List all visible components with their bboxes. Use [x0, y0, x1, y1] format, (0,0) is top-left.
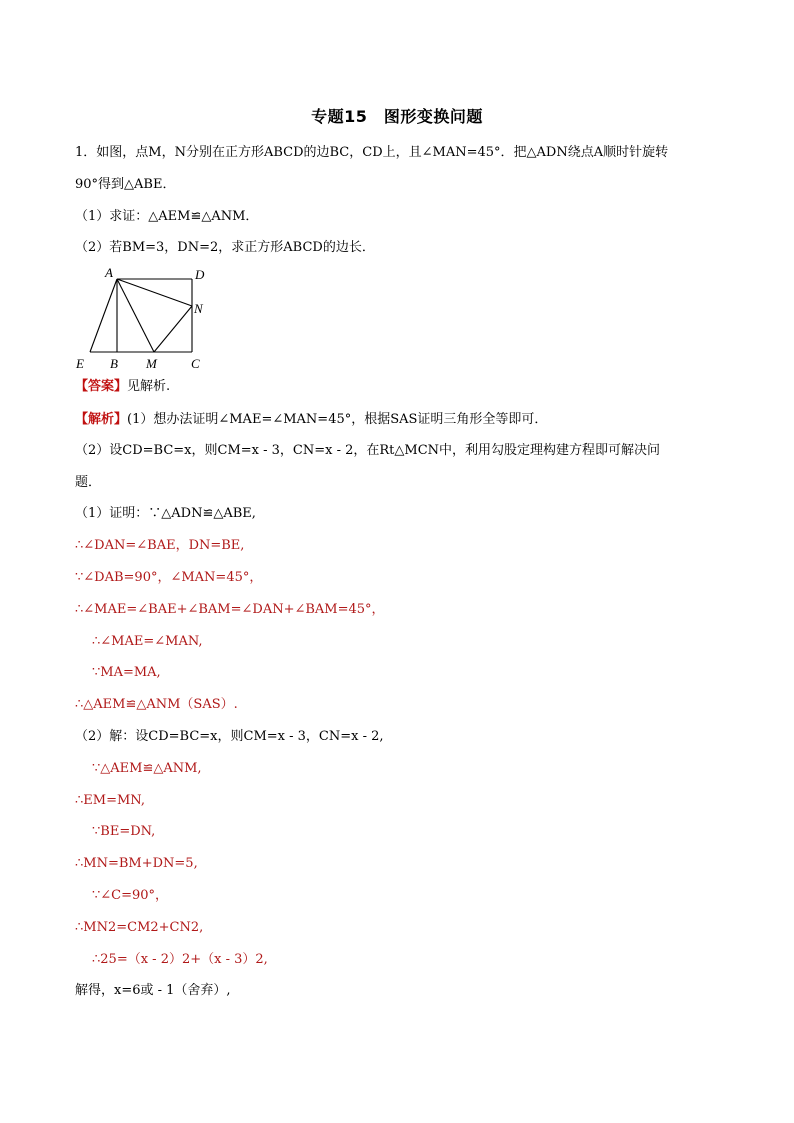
solution-line-4: ∴∠MAE=∠BAE+∠BAM=∠DAN+∠BAM=45°， [75, 602, 385, 617]
solution-line-1: （1）证明：∵△ADN≌△ABE, [75, 506, 256, 521]
solution-line-9: ∵△AEM≌△ANM, [92, 761, 202, 776]
solution-line-6: ∵MA=MA, [92, 665, 161, 680]
analysis-line-3: 题． [75, 475, 102, 490]
geometry-figure [70, 262, 220, 374]
analysis-line-1 [75, 410, 735, 430]
solution-line-10: ∴EM=MN, [75, 793, 145, 808]
solution-line-13: ∵∠C=90°， [92, 888, 169, 903]
solution-line-11: ∵BE=DN, [92, 824, 156, 839]
label-N: N [194, 301, 203, 316]
label-E: E [76, 356, 84, 371]
label-B: B [110, 356, 118, 371]
problem-line-2: 90°得到△ABE． [75, 177, 176, 192]
solution-line-2: ∴∠DAN=∠BAE，DN=BE, [75, 538, 245, 553]
solution-line-3: ∵∠DAB=90°，∠MAN=45°， [75, 570, 263, 585]
label-M: M [146, 356, 157, 371]
solution-line-7: ∴△AEM≌△ANM（SAS）. [75, 697, 238, 712]
solution-line-14: ∴MN2=CM2+CN2, [75, 920, 204, 935]
analysis-tag: 【解析】 [75, 412, 128, 427]
answer-line [75, 377, 735, 397]
page-title: 专题15 图形变换问题 [311, 107, 483, 126]
edge-MN [154, 306, 192, 352]
analysis-line-2: （2）设CD=BC=x，则CM=x - 3，CN=x - 2，在Rt△MCN中，利用勾股定理构建方程即可解决问 [75, 443, 661, 458]
solution-line-15: ∴25=（x - 2）2+（x - 3）2, [92, 952, 268, 967]
problem-part-1: （1）求证：△AEM≌△ANM． [75, 209, 259, 224]
edge-AE [90, 279, 117, 352]
solution-line-5: ∴∠MAE=∠MAN, [92, 634, 203, 649]
label-A: A [105, 265, 113, 280]
label-D: D [195, 267, 205, 282]
solution-line-16: 解得，x=6或 - 1（舍弃）, [75, 983, 231, 998]
answer-tag: 【答案】 [75, 379, 128, 394]
solution-line-8: （2）解：设CD=BC=x，则CM=x - 3，CN=x - 2, [75, 729, 384, 744]
analysis-text-1: (1）想办法证明∠MAE=∠MAN=45°，根据SAS证明三角形全等即可． [127, 412, 548, 427]
solution-line-12: ∴MN=BM+DN=5, [75, 856, 198, 871]
label-C: C [191, 356, 200, 371]
problem-part-2: （2）若BM=3，DN=2，求正方形ABCD的边长． [75, 240, 375, 255]
problem-line-1: 1．如图，点M，N分别在正方形ABCD的边BC，CD上，且∠MAN=45°．把△ADN绕点A顺时针旋转 [75, 145, 669, 160]
answer-text: 见解析. [127, 379, 171, 394]
